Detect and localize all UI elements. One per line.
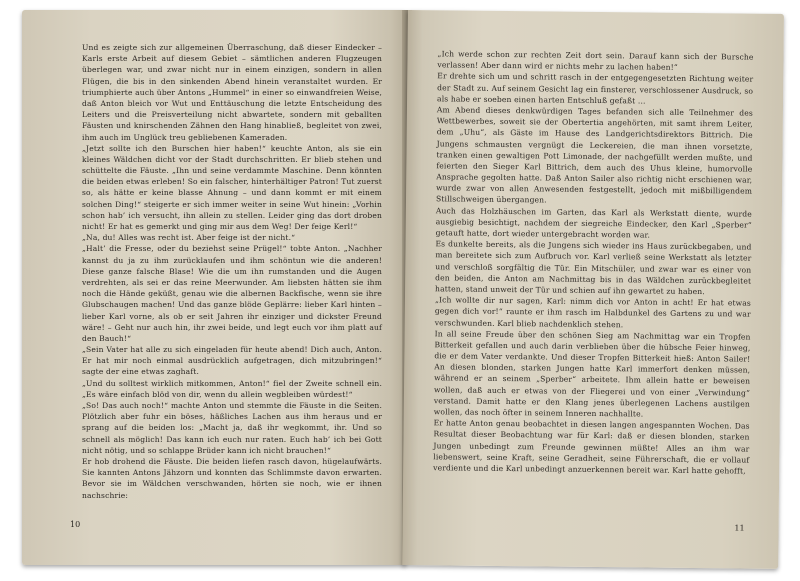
paragraph: „So! Das auch noch!“ machte Anton und stemmte die Fäuste in die Seiten. Plötzlich aber fuhr ein böses, häßliches Lachen aus ihm heraus und er sprang auf die beiden los: „Macht ja, daß ihr wegkommt, ihr. Und so schnell als möglich! Das kann ich euch nur raten. Euch hab’ ich bei Gott nicht nötig, und so schlappe Brüder kann ich nicht brauchen!“ [82,401,382,455]
right-page [402,10,784,569]
paragraph: Er hatte Anton genau beobachtet in diesen langen angespannten Wochen. Das Resultat dieser Beobachtung war für Karl: daß er diesen blonden, starken Jungen unbedingt zum Freunde gewinnen müßte! Alles an ihm war liebenswert, seine Kraft, seine Geradheit, seine Führerschaft, die er vollauf verdiente und die Karl unbedingt anzuerkennen bereit war. Karl hatte gehofft, [433,418,750,476]
page-number-right: 11 [734,523,745,533]
paragraph: Es dunkelte bereits, als die Jungens sich wieder ins Haus zurückbegaben, und man bereitete sich zum Aufbruch vor. Karl verließ seine Werkstatt als letzter und verschloß sorgfältig die Tür. Ein Mitschüler, und zwar war es einer von den beiden, die Anton am Nachmittag bis in das Wäldchen zurückbegleitet hatten, stand unweit der Tür und schien auf ihn gewartet zu haben. [435,239,752,297]
paragraph: „Na, du! Alles was recht ist. Aber feige ist der nicht.“ [82,233,296,243]
page-number-left: 10 [70,520,81,529]
paragraph: Er hob drohend die Fäuste. Die beiden liefen rasch davon, hügelaufwärts. Sie kannten Antons Jähzorn und konnten das Schlimmste davon erwarten. Bevor sie im Wäldchen verschwanden, hörten sie noch, wie er ihnen nachschrie: [82,456,382,500]
paragraph: „Ich werde schon zur rechten Zeit dort sein. Darauf kann sich der Bursche verlassen! Aber dann wird er nichts mehr zu lachen haben!“ [437,49,754,73]
paragraph: Am Abend dieses denkwürdigen Tages befanden sich alle Teilnehmer des Wettbewerbes, soweit sie der Obertertia angehörten, mit samt ihrem Leiter, dem „Uhu“, als Gäste im Hause des Landgerichtsdirektors Bittrich. Die Jungens schmausten vergnügt die Leckereien, die man ihnen vorsetzte, tranken einen gewaltigen Pott Limonade, der nachgefüllt werden mußte, und feierten den Sieger Karl Bittrich, dem auch des Uhus kleine, humorvolle Ansprache gegolten hatte. Daß Anton Sailer also richtig nicht erschienen war, wurde zwar von allen Anwesenden festgestellt, jedoch mit mißbilligendem Stillschweigen übergangen. [435,105,753,205]
paragraph: „Jetzt sollte ich den Burschen hier haben!“ keuchte Anton, als sie ein kleines Wäldchen dicht vor der Stadt durchschritten. Er blieb stehen und schüttelte die Fäuste. „Ihn und seine verdammte Maschine. Denn könnten die beiden etwas erleben! So ein falscher, hinterhältiger Patron! Tut zuerst so, als hätte er keine blasse Ahnung – und dann kommt er mit einem solchen Ding!“ steigerte er sich immer weiter in seine Wut hinein: „Vorhin schon hab’ ich versucht, ihn allein zu stellen. Leider ging das dort droben nicht! Er hat es gemerkt und ging mir aus dem Weg! Der feige Kerl!“ [82,143,382,231]
paragraph: „Sein Vater hat alle zu sich eingeladen für heute abend! Dich auch, Anton. Er hat mir noch einmal ausdrücklich aufgetragen, dich mitzubringen!“ sagte der eine etwas zaghaft. [82,345,382,377]
paragraph: „Und du solltest wirklich mitkommen, Anton!“ fiel der Zweite schnell ein. „Es wäre einfach blöd von dir, wenn du allein wegbleiben würdest!“ [82,378,382,399]
paragraph: Und es zeigte sich zur allgemeinen Überraschung, daß dieser Eindecker – Karls erste Arbeit auf diesem Gebiet – sämtlichen anderen Flugzeugen überlegen war, und zwar nicht nur in einem einzigen, sondern in allen Flügen, die bis in den sinkenden Abend hinein veranstaltet wurden. Er triumphierte auch über Antons „Hummel“ in einer so einwandfreien Weise, daß Anton bleich vor Wut und Enttäuschung die letzte Entscheidung des Leiters und die Preisverteilung nicht abwartete, sondern mit geballten Fäusten und knirschenden Zähnen den Hang hinabließ, begleitet von zwei, ihm auch im Unglück treu gebliebenen Kameraden. [82,43,382,142]
left-page [22,10,406,565]
paragraph: „Halt’ die Fresse, oder du beziehst seine Prügel!“ tobte Anton. „Nachher kannst du ja zu ihm zurücklaufen und ihm schöntun wie die anderen! Diese ganze falsche Blase! Wie die um ihn rumstanden und die Augen verdrehten, als sei er das reine Meerwunder. Am liebsten hätten sie ihm noch die Hände geküßt, genau wie die albernen Backfische, wenn sie ihre Glubschaugen machen! Und das ganze blöde Geplärre: lieber Karl hinten – lieber Karl vorne, als ob er seit Jahren ihr einziger und dickster Freund wäre! – Geht nur auch hin, ihr zwei beide, und legt euch vor ihm platt auf den Bauch!“ [82,244,382,343]
paragraph: In all seine Freude über den schönen Sieg am Nachmittag war ein Tropfen Bitterkeit gefallen und auch darin verblieben über die hübsche Feier hinweg, die er dem Vater verdankte. Und dieser Tropfen Bitterkeit hieß: Anton Sailer! An diesen blonden, starken Jungen hatte Karl immerfort denken müssen, während er an seinem „Sperber“ arbeitete. Ihm allein hatte er beweisen wollen, daß auch er etwas von der Fliegerei und von einer „Verwindung“ verstand. Damit hatte er den Klang jenes überlegenen Lachens austilgen wollen, das noch öfter in seinem Inneren nachhallte. [433,328,751,419]
paragraph: Er drehte sich um und schritt rasch in der entgegengesetzten Richtung weiter der Stadt zu. Auf seinem Gesicht lag ein finsterer, verschlossener Ausdruck, so als habe er soeben einen harten Entschluß gefaßt ... [437,71,754,106]
open-book [22,10,784,565]
left-page-text [82,42,382,501]
right-page-text [433,48,753,476]
paragraph: „Ich wollte dir nur sagen, Karl: nimm dich vor Anton in acht! Er hat etwas gegen dich vor!“ raunte er ihm rasch im Halbdunkel des Gartens zu und war verschwunden. Karl blieb nachdenklich stehen. [434,295,751,329]
paragraph: Auch das Holzhäuschen im Garten, das Karl als Werkstatt diente, wurde ausgiebig besichtigt, nachdem der siegreiche Eindecker, den Karl „Sperber“ getauft hatte, dort wieder untergebracht worden war. [435,205,752,240]
